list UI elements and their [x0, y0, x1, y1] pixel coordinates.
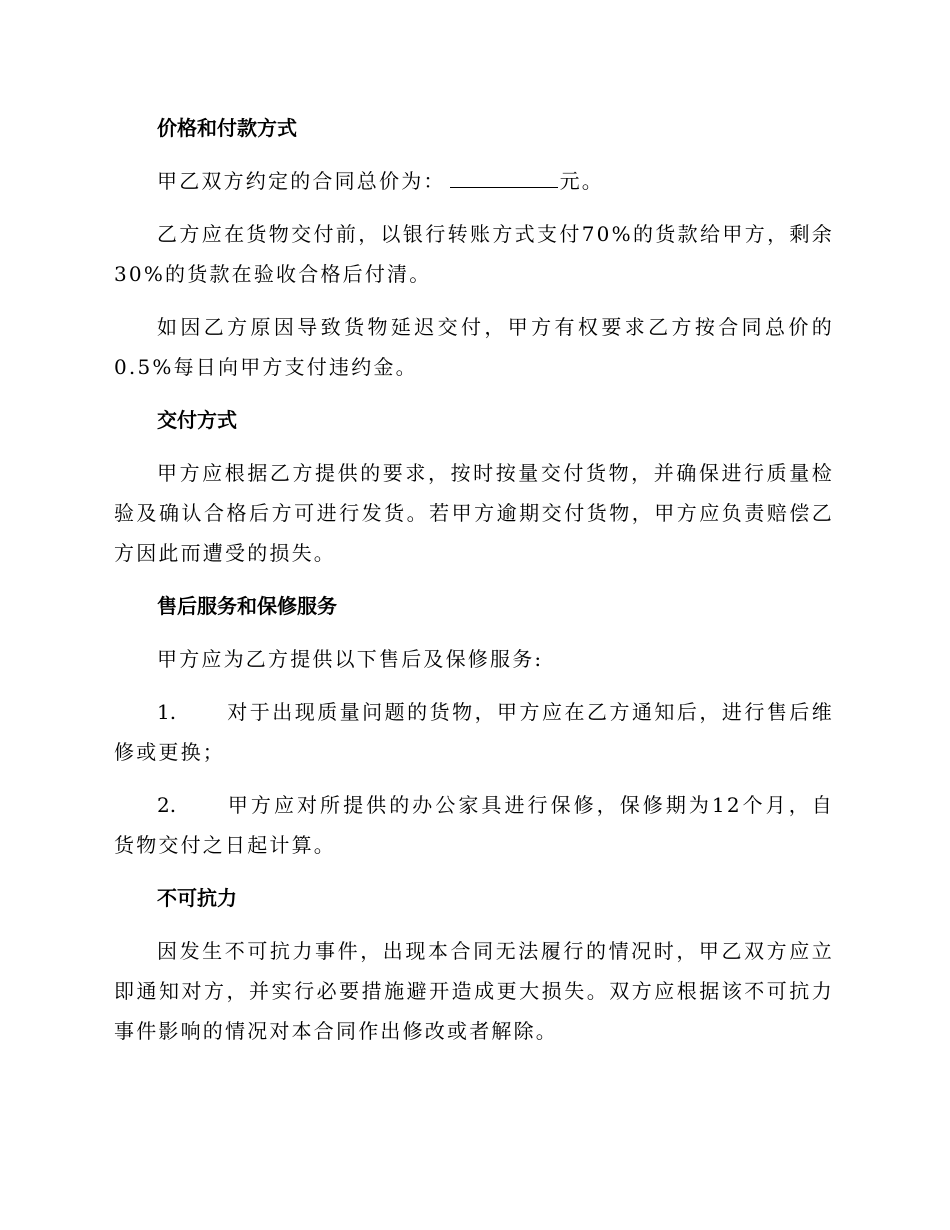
contract-total-unit: 元。: [559, 169, 605, 193]
list-item-number: 2.: [157, 793, 177, 817]
paragraph-payment-terms: 乙方应在货物交付前，以银行转账方式支付70%的货款给甲方，剩余30%的货款在验收合格后付清。: [114, 222, 834, 286]
list-item-repair: [114, 692, 834, 772]
section-heading-price-payment: 价格和付款方式: [157, 116, 297, 140]
paragraph-delivery-terms: 甲方应根据乙方提供的要求，按时按量交付货物，并确保进行质量检验及确认合格后方可进行发货。若甲方逾期交付货物，甲方应负责赔偿乙方因此而遭受的损失。: [114, 461, 834, 565]
section-heading-after-sales: 售后服务和保修服务: [157, 594, 337, 618]
section-heading-force-majeure: 不可抗力: [157, 886, 237, 910]
list-item-text: 甲方应对所提供的办公家具进行保修，保修期为12个月，自货物交付之日起计算。: [114, 793, 834, 857]
paragraph-after-sales-intro: 甲方应为乙方提供以下售后及保修服务:: [157, 647, 544, 671]
contract-total-label: 甲乙双方约定的合同总价为：: [157, 169, 446, 193]
list-item-text: 对于出现质量问题的货物，甲方应在乙方通知后，进行售后维修或更换；: [114, 700, 834, 764]
paragraph-force-majeure: 因发生不可抗力事件，出现本合同无法履行的情况时，甲乙双方应立即通知对方，并实行必要措施避开造成更大损失。双方应根据该不可抗力事件影响的情况对本合同作出修改或者解除。: [114, 939, 834, 1043]
section-heading-delivery: 交付方式: [157, 408, 237, 432]
contract-total-blank-line: [450, 169, 558, 188]
list-item-warranty: [114, 785, 834, 865]
document-body: [114, 108, 834, 1064]
list-item-number: 1.: [157, 700, 177, 724]
paragraph-late-penalty: 如因乙方原因导致货物延迟交付，甲方有权要求乙方按合同总价的0.5%每日向甲方支付违约金。: [114, 315, 834, 379]
paragraph-contract-total: [114, 161, 834, 201]
